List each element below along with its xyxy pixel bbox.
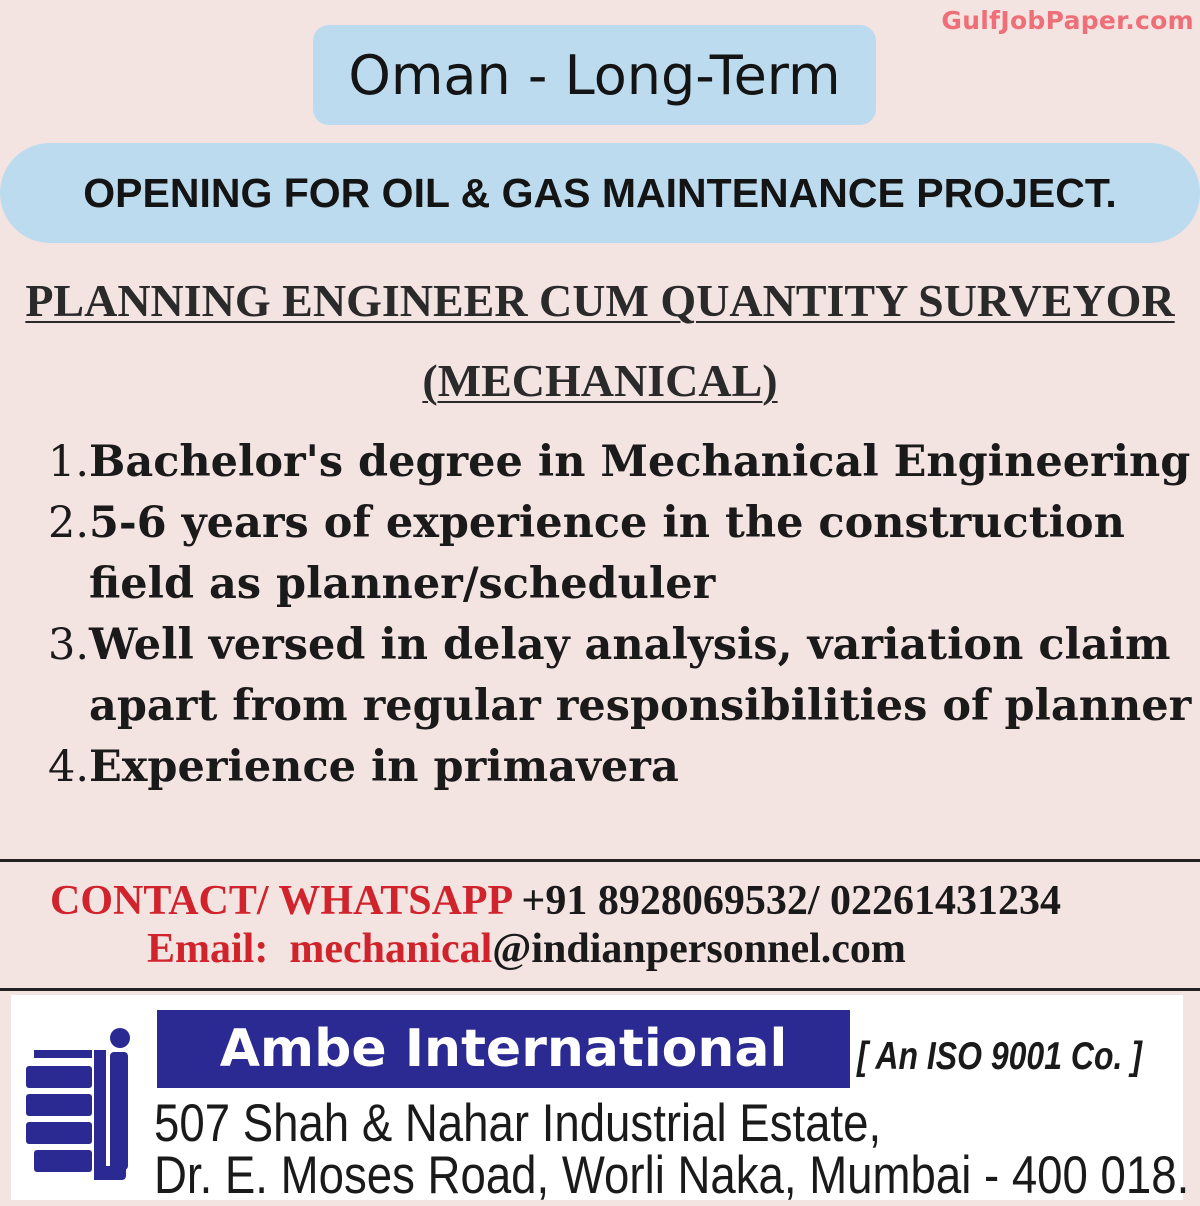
- requirement-text: 5-6 years of experience in the construction field as planner/scheduler: [89, 498, 1125, 609]
- email-address[interactable]: [289, 926, 906, 972]
- requirement-item: [40, 737, 1195, 798]
- location-banner: Oman - Long-Term: [313, 25, 876, 125]
- divider-top: [0, 859, 1200, 862]
- email-domain: @indianpersonnel.com: [492, 926, 906, 972]
- company-address-line-2: Dr. E. Moses Road, Worli Naka, Mumbai - 400 018.: [154, 1146, 1190, 1205]
- requirement-item: [40, 615, 1195, 737]
- contact-email-line: [147, 925, 906, 973]
- iso-badge: [ An ISO 9001 Co. ]: [857, 1035, 1142, 1078]
- requirement-text: Well versed in delay analysis, variation claim apart from regular responsibilities of planner: [89, 620, 1192, 731]
- company-address-line-1: 507 Shah & Nahar Industrial Estate,: [154, 1094, 882, 1153]
- watermark-text: GulfJobPaper.com: [941, 6, 1194, 35]
- email-user: mechanical: [289, 926, 493, 972]
- ambe-logo-icon: [24, 1028, 134, 1188]
- phone-numbers[interactable]: +91 8928069532/ 02261431234: [521, 878, 1062, 924]
- company-footer: [11, 995, 1190, 1205]
- job-title-line-1: PLANNING ENGINEER CUM QUANTITY SURVEYOR: [25, 275, 1175, 326]
- requirement-text: Experience in primavera: [89, 742, 679, 792]
- contact-label: CONTACT/ WHATSAPP: [50, 878, 511, 924]
- requirement-number: 2.: [47, 498, 89, 548]
- company-name: Ambe International: [157, 1010, 850, 1088]
- opening-banner: OPENING FOR OIL & GAS MAINTENANCE PROJECT.: [0, 143, 1200, 243]
- job-title-line-2: (MECHANICAL): [422, 355, 778, 406]
- email-label: Email:: [147, 926, 269, 972]
- requirement-number: 4.: [47, 742, 89, 792]
- contact-phone-line: [50, 877, 1061, 925]
- requirements-list: [40, 432, 1195, 798]
- requirement-number: 1.: [47, 437, 89, 487]
- requirement-number: 3.: [47, 620, 89, 670]
- requirement-text: Bachelor's degree in Mechanical Engineering: [89, 437, 1191, 487]
- requirement-item: [40, 493, 1195, 615]
- requirement-item: [40, 432, 1195, 493]
- divider-bottom: [0, 988, 1200, 991]
